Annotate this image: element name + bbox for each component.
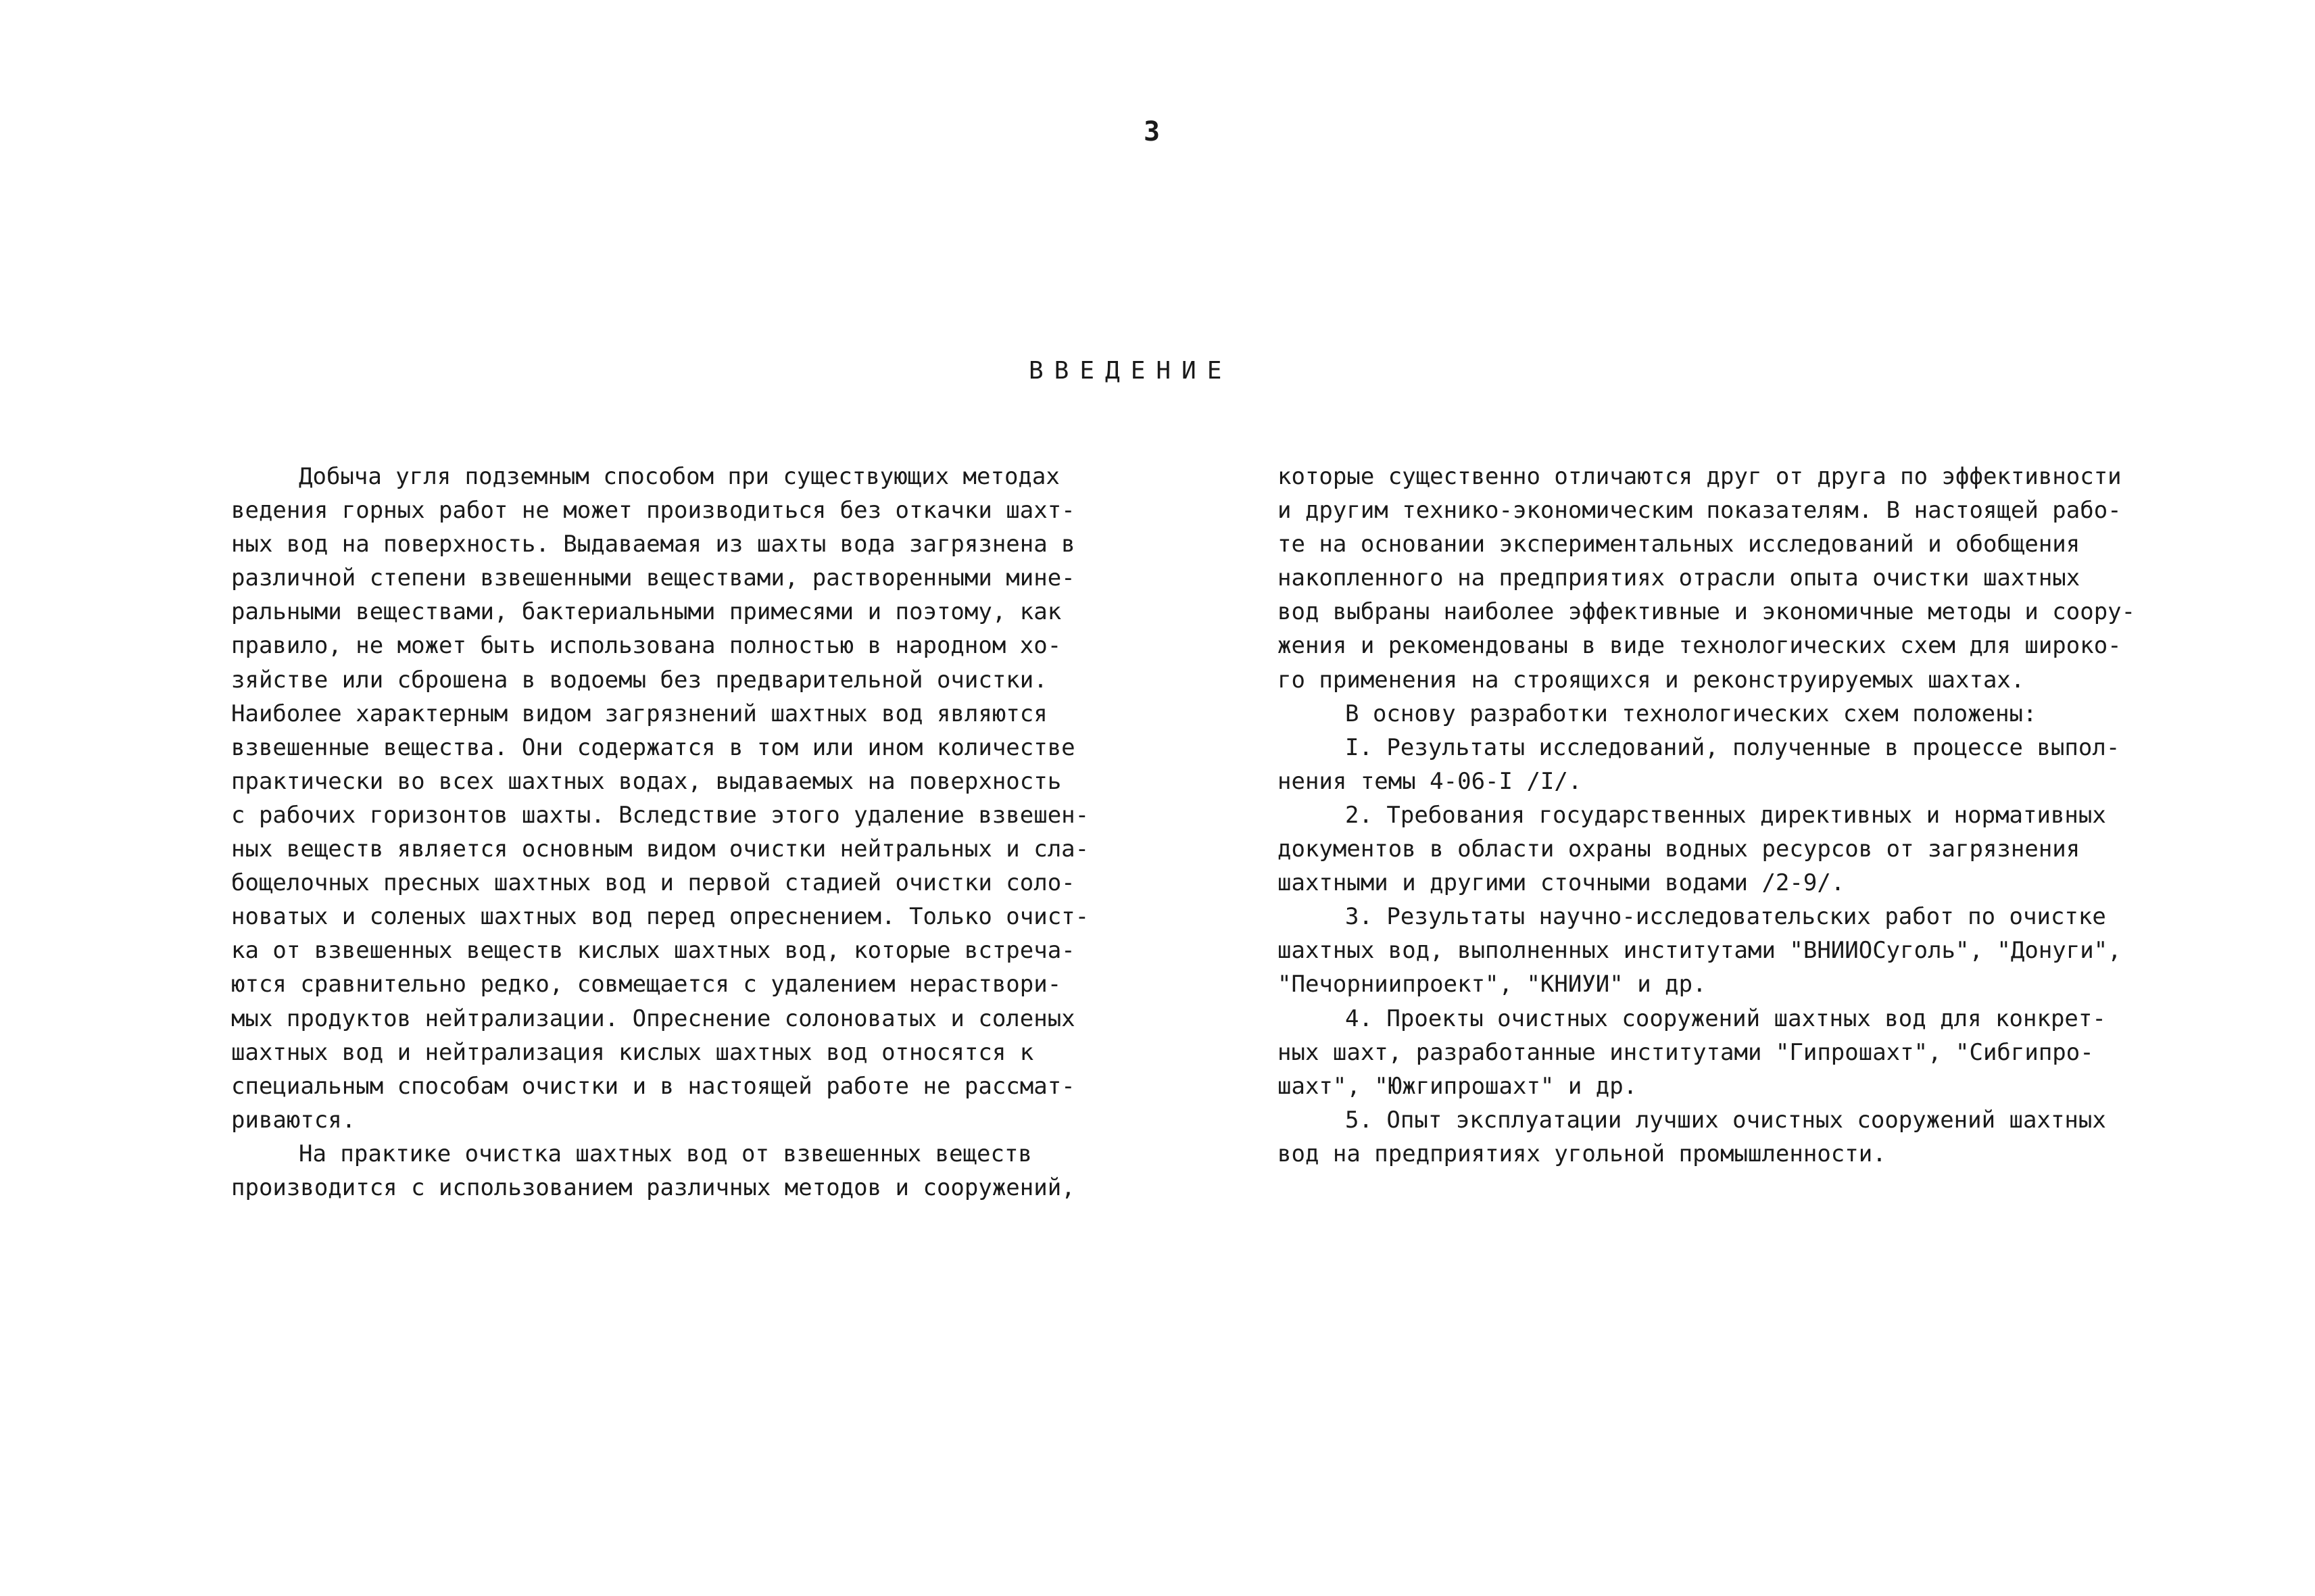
text-line: производится с использованием различных методов и сооружений,: [231, 1174, 1075, 1201]
text-line: 2. Требования государственных директивных и нормативных: [1345, 801, 2106, 829]
text-line: которые существенно отличаются друг от друга по эффективности: [1277, 463, 2122, 490]
text-line: нения темы 4-06-I /I/.: [1277, 767, 1582, 795]
text-line: новатых и соленых шахтных вод перед опреснением. Только очист-: [231, 903, 1090, 931]
text-line: 4. Проекты очистных сооружений шахтных вод для конкрет-: [1345, 1005, 2106, 1032]
text-line: различной степени взвешенными веществами, растворенными мине-: [231, 564, 1075, 592]
left-text-column: [231, 460, 1090, 1205]
text-line: мых продуктов нейтрализации. Опреснение солоноватых и соленых: [231, 1005, 1075, 1032]
text-line: риваются.: [231, 1106, 356, 1134]
right-text-column: [1277, 460, 2136, 1171]
text-line: бощелочных пресных шахтных вод и первой стадией очистки соло-: [231, 869, 1075, 897]
text-line: шахтными и другими сточными водами /2-9/.: [1277, 869, 1845, 897]
text-line: вод на предприятиях угольной промышленности.: [1277, 1140, 1886, 1167]
text-line: шахтных вод и нейтрализация кислых шахтных вод относятся к: [231, 1038, 1034, 1066]
text-line: те на основании экспериментальных исследований и обобщения: [1277, 531, 2080, 558]
text-line: ка от взвешенных веществ кислых шахтных вод, которые встреча-: [231, 937, 1075, 965]
text-line: В основу разработки технологических схем положены:: [1345, 700, 2037, 727]
page-number: 3: [1144, 116, 1161, 147]
text-line: ведения горных работ не может производиться без откачки шахт-: [231, 497, 1075, 525]
text-line: ных вод на поверхность. Выдаваемая из шахты вода загрязнена в: [231, 531, 1075, 558]
text-line: ных шахт, разработанные институтами "Гипрошахт", "Сибгипро-: [1277, 1038, 2094, 1066]
text-line: правило, не может быть использована полностью в народном хо-: [231, 632, 1062, 660]
text-line: взвешенные вещества. Они содержатся в том или ином количестве: [231, 733, 1075, 761]
text-line: ральными веществами, бактериальными примесями и поэтому, как: [231, 598, 1062, 626]
text-line: практически во всех шахтных водах, выдаваемых на поверхность: [231, 767, 1062, 795]
text-line: специальным способам очистки и в настоящей работе не рассмат-: [231, 1072, 1075, 1100]
text-line: Наиболее характерным видом загрязнений шахтных вод являются: [231, 700, 1048, 727]
text-line: шахтных вод, выполненных институтами "ВНИИОСуголь", "Донуги",: [1277, 937, 2122, 965]
text-line: вод выбраны наиболее эффективные и экономичные методы и соору-: [1277, 598, 2136, 626]
text-line: 5. Опыт эксплуатации лучших очистных сооружений шахтных: [1345, 1106, 2106, 1134]
text-line: жения и рекомендованы в виде технологических схем для широко-: [1277, 632, 2122, 660]
text-line: I. Результаты исследований, полученные в процессе выпол-: [1345, 733, 2120, 761]
text-line: накопленного на предприятиях отрасли опыта очистки шахтных: [1277, 564, 2080, 592]
text-line: документов в области охраны водных ресурсов от загрязнения: [1277, 836, 2080, 863]
text-line: с рабочих горизонтов шахты. Вследствие этого удаление взвешен-: [231, 801, 1090, 829]
text-line: го применения на строящихся и реконструируемых шахтах.: [1277, 666, 2025, 694]
text-line: зяйстве или сброшена в водоемы без предварительной очистки.: [231, 666, 1048, 694]
section-heading: ВВЕДЕНИЕ: [1029, 357, 1233, 385]
text-line: и другим технико-экономическим показателям. В настоящей рабо-: [1277, 497, 2122, 525]
text-line: 3. Результаты научно-исследовательских работ по очистке: [1345, 903, 2106, 931]
text-line: "Печорниипроект", "КНИУИ" и др.: [1277, 971, 1707, 998]
text-line: ются сравнительно редко, совмещается с удалением нераствори-: [231, 971, 1062, 998]
text-line: Добыча угля подземным способом при существующих методах: [299, 463, 1060, 490]
text-line: На практике очистка шахтных вод от взвешенных веществ: [299, 1140, 1032, 1167]
text-line: ных веществ является основным видом очистки нейтральных и сла-: [231, 836, 1090, 863]
text-line: шахт", "Южгипрошахт" и др.: [1277, 1072, 1638, 1100]
